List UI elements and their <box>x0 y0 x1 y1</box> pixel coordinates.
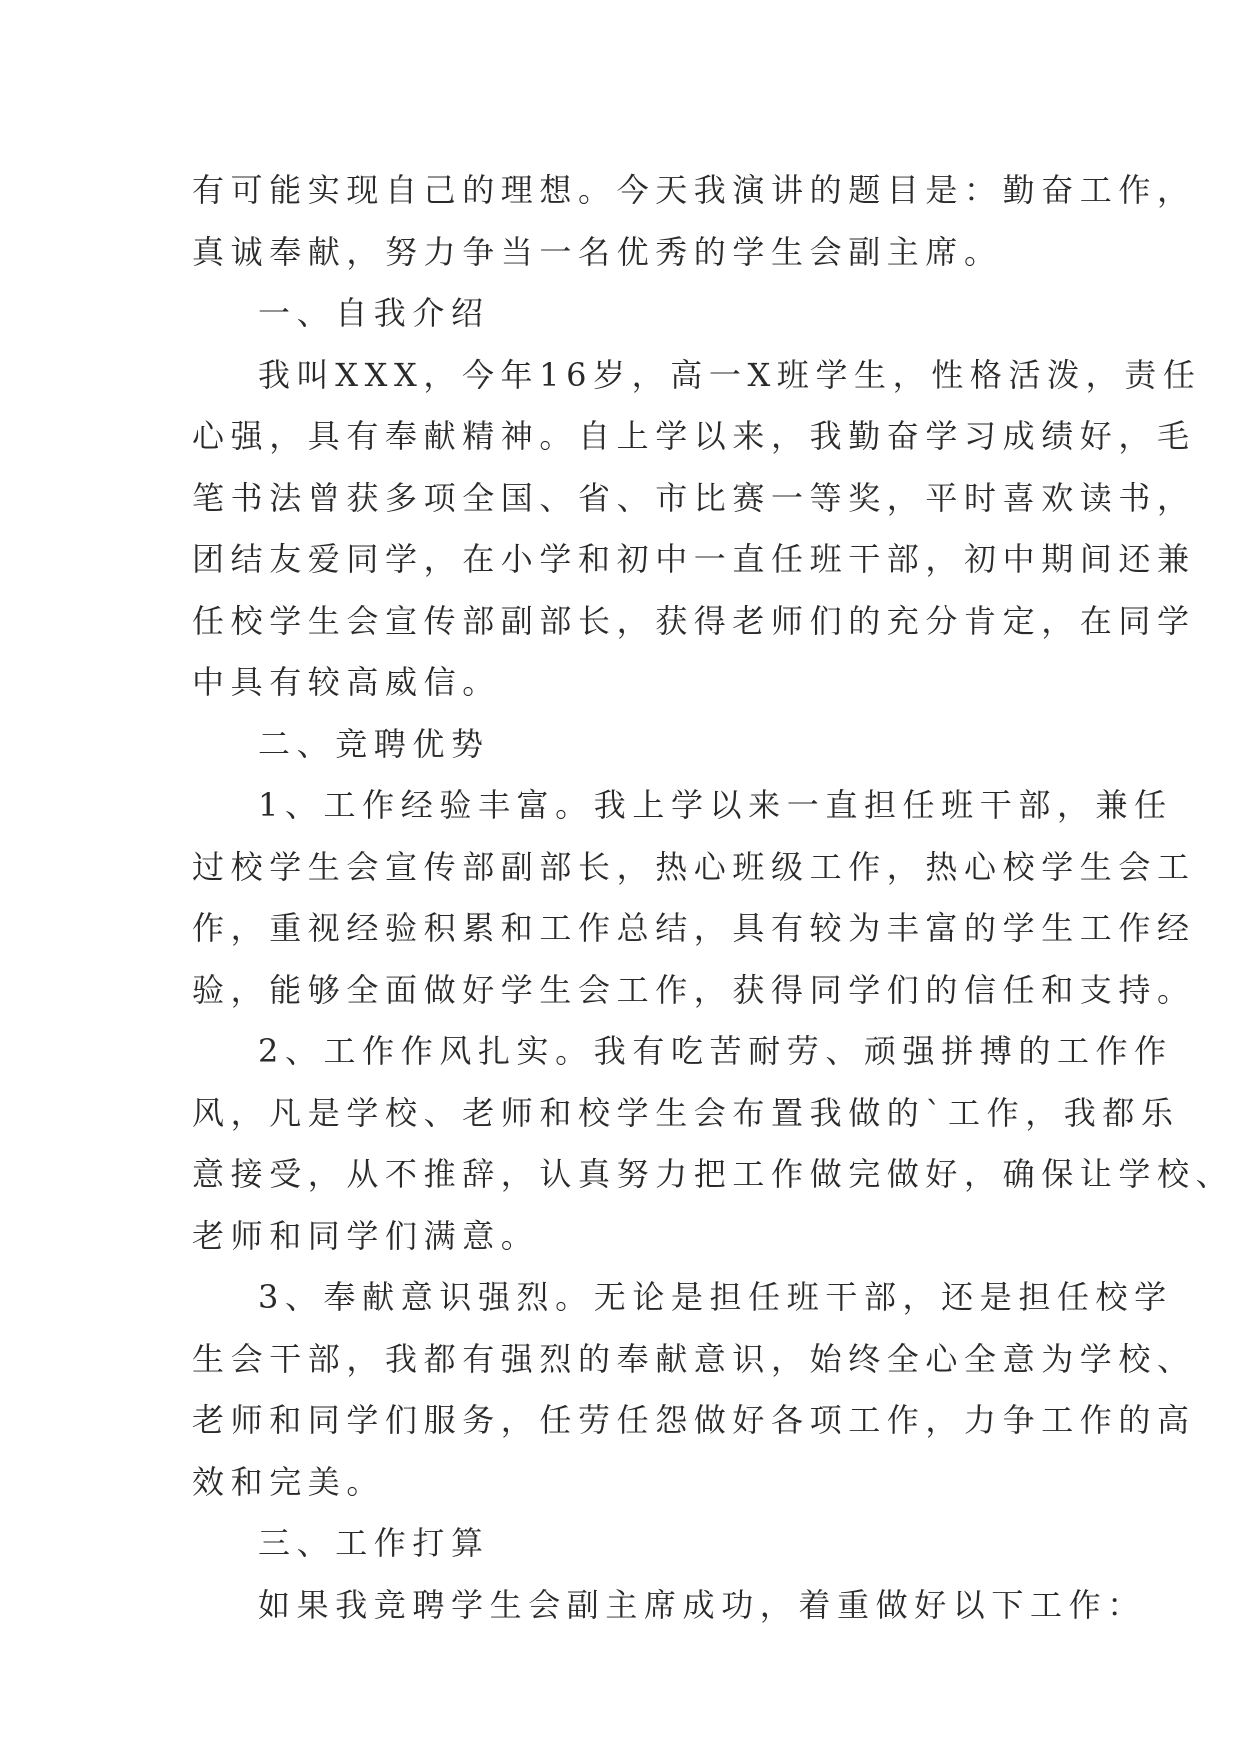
text-line: 笔书法曾获多项全国、省、市比赛一等奖，平时喜欢读书， <box>192 478 1196 517</box>
text-line: 3、奉献意识强烈。无论是担任班干部，还是担任校学 <box>258 1278 1173 1316</box>
text-line: 任校学生会宣传部副部长，获得老师们的充分肯定，在同学 <box>192 601 1196 640</box>
text-line: 过校学生会宣传部副部长，热心班级工作，热心校学生会工 <box>192 847 1196 886</box>
text-line: 团结友爱同学，在小学和初中一直任班干部，初中期间还兼 <box>192 540 1196 578</box>
text-line: 风，凡是学校、老师和校学生会布置我做的`工作，我都乐 <box>192 1093 1180 1132</box>
text-line: 作，重视经验积累和工作总结，具有较为丰富的学生工作经 <box>192 909 1196 947</box>
text-line: 三、工作打算 <box>258 1524 490 1562</box>
text-line: 二、竞聘优势 <box>258 724 490 763</box>
text-line: 中具有较高威信。 <box>192 663 501 701</box>
text-line: 一、自我介绍 <box>258 294 490 332</box>
text-line: 意接受，从不推辞，认真努力把工作做完做好，确保让学校、 <box>192 1155 1235 1193</box>
text-line: 2、工作作风扎实。我有吃苦耐劳、顽强拼搏的工作作 <box>258 1032 1173 1070</box>
text-line: 生会干部，我都有强烈的奉献意识，始终全心全意为学校、 <box>192 1339 1196 1378</box>
text-line: 心强，具有奉献精神。自上学以来，我勤奋学习成绩好，毛 <box>192 417 1196 455</box>
text-line: 老师和同学们满意。 <box>192 1216 540 1255</box>
text-line: 效和完美。 <box>192 1462 386 1501</box>
body-text <box>192 160 1235 1636</box>
text-line: 有可能实现自己的理想。今天我演讲的题目是：勤奋工作， <box>192 171 1196 209</box>
text-line: 真诚奉献，努力争当一名优秀的学生会副主席。 <box>192 232 1003 271</box>
text-line: 老师和同学们服务，任劳任怨做好各项工作，力争工作的高 <box>192 1401 1196 1439</box>
text-line: 如果我竞聘学生会副主席成功，着重做好以下工作： <box>258 1585 1146 1624</box>
text-line: 验，能够全面做好学生会工作，获得同学们的信任和支持。 <box>192 970 1196 1009</box>
text-line: 1、工作经验丰富。我上学以来一直担任班干部，兼任 <box>258 786 1173 824</box>
text-line: 我叫XXX，今年16岁，高一X班学生，性格活泼，责任 <box>258 355 1202 394</box>
